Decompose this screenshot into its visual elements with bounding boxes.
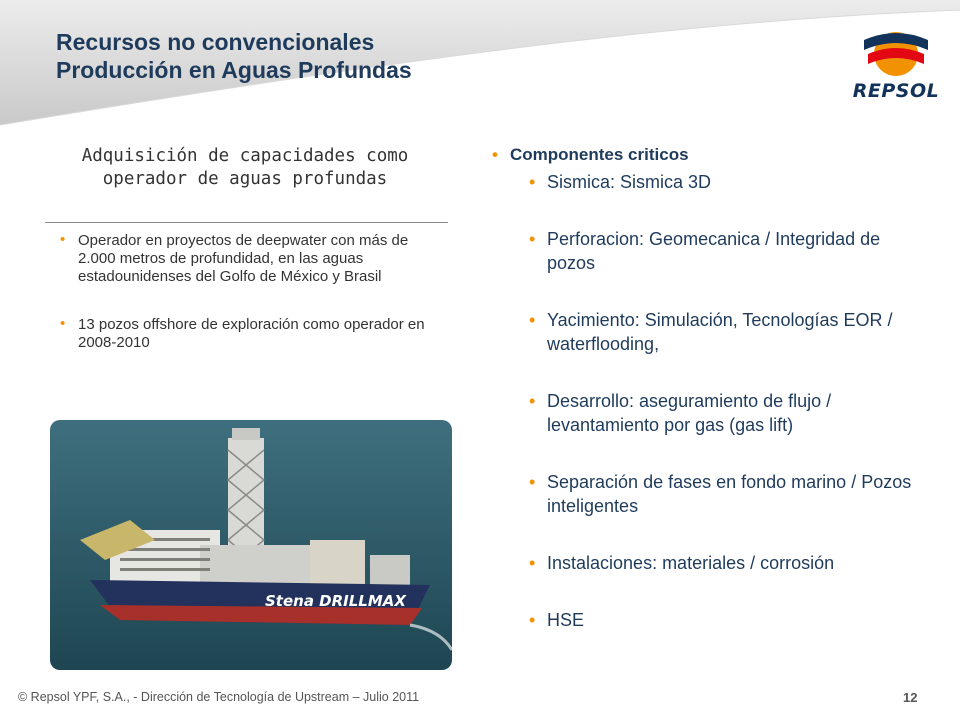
list-item: • Operador en proyectos de deepwater con más de 2.000 metros de profundidad, en las aguas estadounidenses del Golfo de México y Brasil bbox=[60, 231, 409, 285]
list-item: • Desarrollo: aseguramiento de flujo / levantamiento por gas (gas lift) bbox=[529, 391, 832, 435]
bullet-icon: • bbox=[60, 231, 66, 248]
logo-mark-icon bbox=[850, 20, 942, 80]
list-item: • Instalaciones: materiales / corrosión bbox=[529, 553, 835, 573]
bullet-icon: • bbox=[60, 315, 66, 332]
divider bbox=[45, 222, 448, 223]
logo-text: REPSOL bbox=[852, 80, 940, 102]
hull-text: Stena DRILLMAX bbox=[265, 592, 406, 610]
critical-components bbox=[492, 142, 932, 665]
left-heading: Adquisición de capacidades como operador de aguas profundas bbox=[81, 146, 409, 189]
bullet-icon: • bbox=[529, 391, 536, 411]
title-line-2: Producción en Aguas Profundas bbox=[56, 57, 412, 83]
title-line-1: Recursos no convencionales bbox=[56, 29, 375, 55]
bullet-icon: • bbox=[529, 472, 536, 492]
components-list bbox=[492, 170, 932, 632]
bullet-icon: • bbox=[529, 172, 536, 192]
bullet-icon: • bbox=[529, 553, 536, 573]
bullet-icon: • bbox=[529, 310, 536, 330]
list-item: • 13 pozos offshore de exploración como operador en 2008-2010 bbox=[60, 315, 425, 351]
left-bullet-list bbox=[60, 232, 445, 382]
bullet-icon: • bbox=[529, 610, 536, 630]
page-title bbox=[56, 28, 412, 84]
right-heading: • Componentes criticos bbox=[492, 142, 932, 168]
bullet-icon: • bbox=[492, 145, 498, 164]
repsol-logo bbox=[850, 20, 942, 108]
page-number: 12 bbox=[903, 690, 918, 705]
list-item: • Separación de fases en fondo marino / Pozos inteligentes bbox=[529, 472, 912, 516]
drillship-photo bbox=[50, 420, 452, 670]
list-item: • Yacimiento: Simulación, Tecnologías EOR / waterflooding, bbox=[529, 310, 893, 354]
list-item: • HSE bbox=[529, 610, 585, 630]
list-item: • Sismica: Sismica 3D bbox=[529, 172, 712, 192]
bullet-icon: • bbox=[529, 229, 536, 249]
list-item: • Perforacion: Geomecanica / Integridad de pozos bbox=[529, 229, 881, 273]
footer-text: © Repsol YPF, S.A., - Dirección de Tecnología de Upstream – Julio 2011 bbox=[18, 690, 420, 704]
